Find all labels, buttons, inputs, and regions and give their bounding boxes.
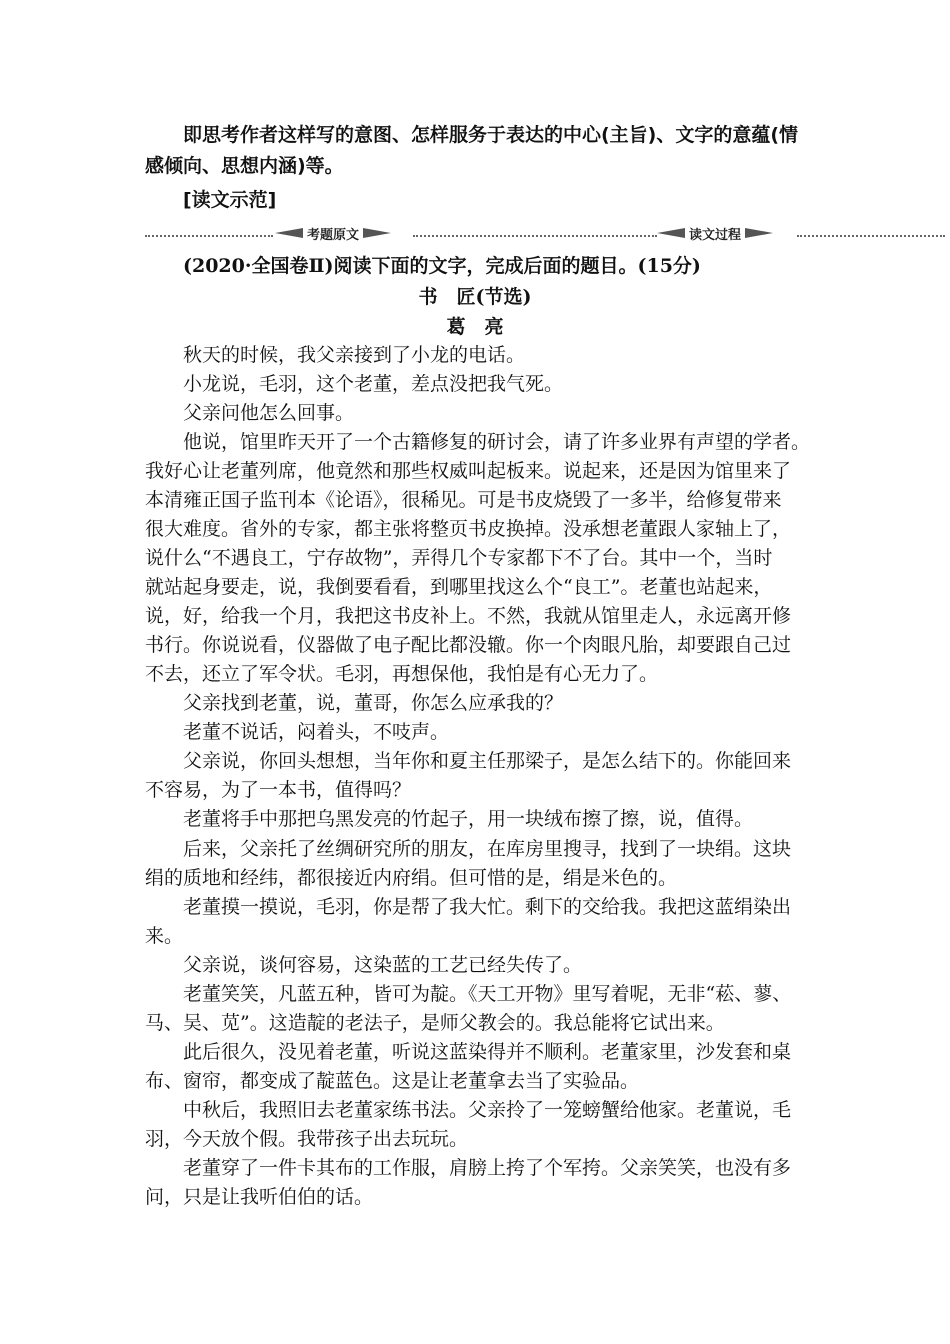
- body-line: 父亲问他怎么回事。: [183, 402, 355, 425]
- body-line: 我好心让老董列席，他竟然和那些权威叫起板来。说起来，还是因为馆里来了: [145, 460, 792, 483]
- body-line: 很大难度。省外的专家，都主张将整页书皮换掉。没承想老董跟人家轴上了，: [145, 518, 792, 541]
- dotted-rule-middle: [413, 235, 657, 237]
- left-arrow-icon: [275, 228, 303, 238]
- section-divider-bar: [145, 224, 945, 242]
- original-text-label: 考题原文: [307, 227, 360, 243]
- body-line: 问，只是让我听伯伯的话。: [145, 1185, 374, 1208]
- section-heading: [读文示范]: [183, 189, 277, 211]
- body-line: 布、窗帘，都变成了靛蓝色。这是让老董拿去当了实验品。: [145, 1069, 640, 1092]
- body-line: 他说，馆里昨天开了一个古籍修复的研讨会，请了许多业界有声望的学者。: [183, 431, 811, 454]
- body-line: 说什么“不遇良工，宁存故物”，弄得几个专家都下不了台。其中一个，当时: [145, 547, 773, 570]
- question-prompt: (2020·全国卷Ⅱ)阅读下面的文字，完成后面的题目。(15分): [183, 255, 701, 277]
- body-line: 秋天的时候，我父亲接到了小龙的电话。: [183, 344, 526, 366]
- body-line: 羽，今天放个假。我带孩子出去玩玩。: [145, 1127, 469, 1150]
- article-title: 书 匠(节选): [418, 286, 532, 308]
- body-line: 不去，还立了军令状。毛羽，再想保他，我怕是有心无力了。: [145, 663, 659, 686]
- body-line: 老董穿了一件卡其布的工作服，肩膀上挎了个军挎。父亲笑笑，也没有多: [183, 1156, 792, 1179]
- body-line: 本清雍正国子监刊本《论语》，很稀见。可是书皮烧毁了一多半，给修复带来: [145, 489, 782, 512]
- body-line: 小龙说，毛羽，这个老董，差点没把我气死。: [183, 373, 564, 396]
- body-line: 老董笑笑，凡蓝五种，皆可为靛。《天工开物》里写着呢，无非“菘、蓼、: [183, 982, 792, 1005]
- body-line: 不容易，为了一本书，值得吗？: [145, 779, 412, 802]
- body-line: 马、吴、苋”。这造靛的老法子，是师父教会的。我总能将它试出来。: [145, 1011, 725, 1034]
- body-line: 中秋后，我照旧去老董家练书法。父亲拎了一笼螃蟹给他家。老董说，毛: [183, 1098, 792, 1121]
- left-arrow-icon: [657, 228, 685, 238]
- body-line: 就站起身要走，说，我倒要看看，到哪里找这么个“良工”。老董也站起来，: [145, 576, 773, 599]
- body-line: 老董不说话，闷着头，不吱声。: [183, 721, 450, 744]
- body-line: 此后很久，没见着老董，听说这蓝染得并不顺利。老董家里，沙发套和桌: [183, 1040, 792, 1063]
- body-line: 父亲说，谈何容易，这染蓝的工艺已经失传了。: [183, 953, 583, 976]
- reading-process-tag: [657, 224, 773, 242]
- intro-line-1: 即思考作者这样写的意图、怎样服务于表达的中心(主旨)、文字的意蕴(情: [183, 124, 799, 146]
- body-line: 书行。你说说看，仪器做了电子配比都没辙。你一个肉眼凡胎，却要跟自己过: [145, 634, 792, 657]
- body-line: 父亲说，你回头想想，当年你和夏主任那梁子，是怎么结下的。你能回来: [183, 750, 792, 773]
- right-arrow-icon: [745, 228, 773, 238]
- body-line: 来。: [145, 924, 184, 947]
- body-line: 父亲找到老董，说，董哥，你怎么应承我的？: [183, 692, 564, 715]
- dotted-rule-right: [797, 235, 945, 237]
- body-line: 老董将手中那把乌黑发亮的竹起子，用一块绒布擦了擦，说，值得。: [183, 808, 754, 831]
- body-line: 绢的质地和经纬，都很接近内府绢。但可惜的是，绢是米色的。: [145, 866, 678, 889]
- body-line: 说，好，给我一个月，我把这书皮补上。不然，我就从馆里走人，永远离开修: [145, 605, 792, 628]
- body-line: 老董摸一摸说，毛羽，你是帮了我大忙。剩下的交给我。我把这蓝绢染出: [183, 895, 792, 918]
- body-line: 后来，父亲托了丝绸研究所的朋友，在库房里搜寻，找到了一块绢。这块: [183, 837, 792, 860]
- original-text-tag: [275, 224, 391, 242]
- article-author: 葛 亮: [446, 316, 504, 338]
- right-arrow-icon: [363, 228, 391, 238]
- dotted-rule-left: [145, 235, 273, 237]
- intro-line-2: 感倾向、思想内涵)等。: [145, 155, 344, 177]
- reading-process-label: 读文过程: [689, 227, 742, 243]
